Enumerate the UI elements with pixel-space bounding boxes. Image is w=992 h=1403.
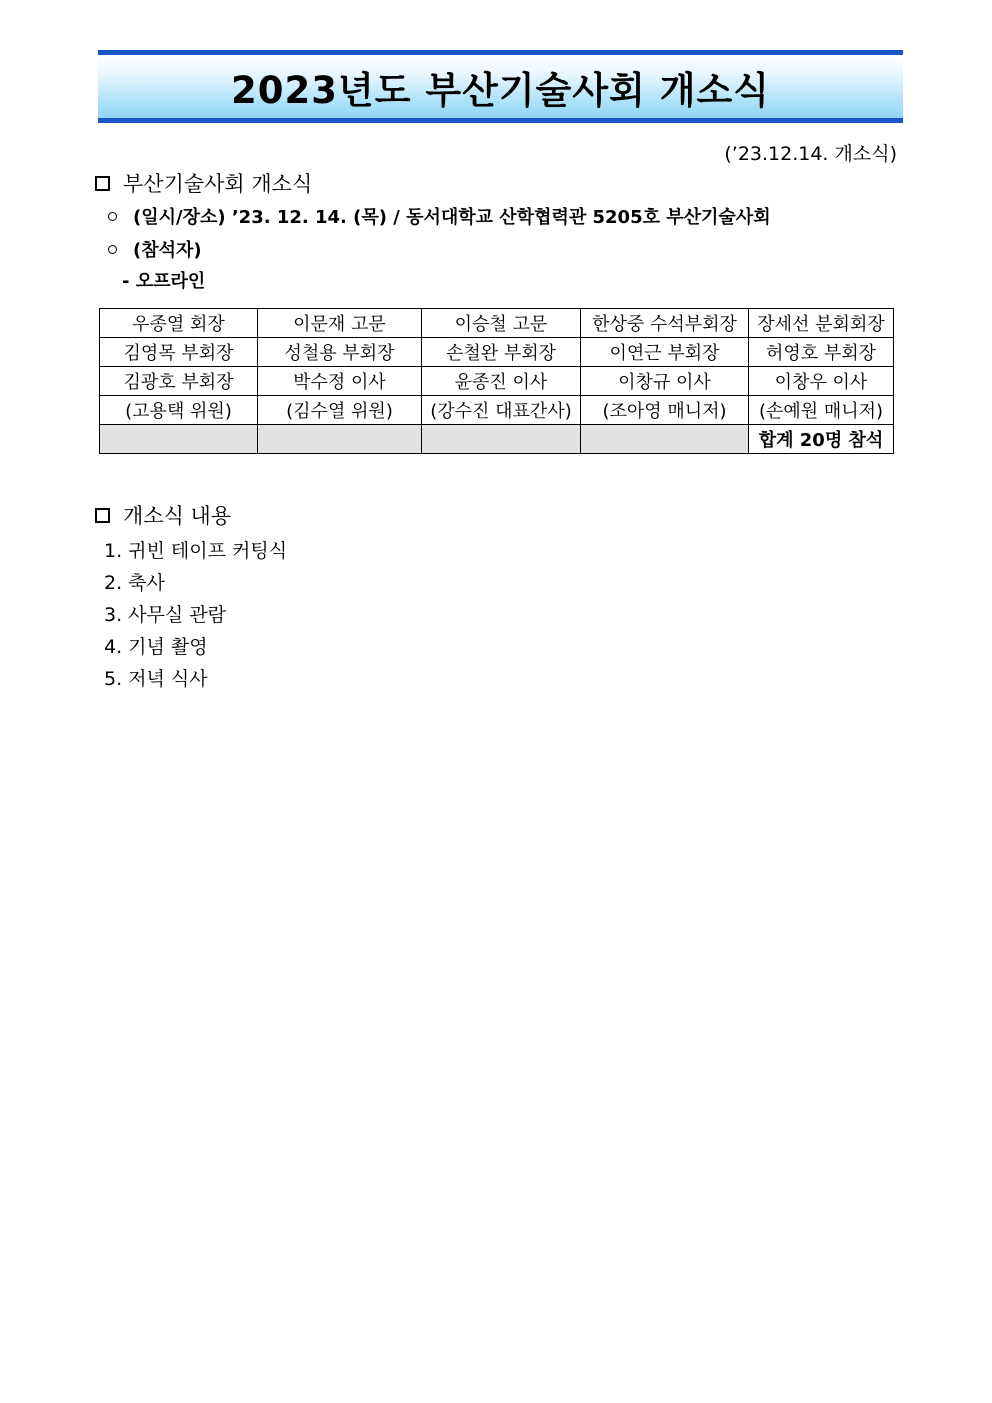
empty-cell: [258, 425, 422, 454]
program-item: 5. 저녁 식사: [104, 668, 208, 690]
attendee-cell: 이창규 이사: [581, 367, 749, 396]
attendee-cell: (고용택 위원): [100, 396, 258, 425]
attendee-cell: 이창우 이사: [749, 367, 894, 396]
program-item: 1. 귀빈 테이프 커팅식: [104, 540, 288, 562]
attendee-cell: 윤종진 이사: [422, 367, 581, 396]
program-item: 2. 축사: [104, 572, 165, 594]
program-item: 3. 사무실 관람: [104, 604, 226, 626]
date-note: (’23.12.14. 개소식): [724, 143, 897, 165]
attendee-cell: 성철용 부회장: [258, 338, 422, 367]
program-item: 4. 기념 촬영: [104, 636, 208, 658]
schedule-text: (일시/장소) ’23. 12. 14. (목) / 동서대학교 산학협력관 5205호 부산기술사회: [133, 207, 771, 228]
section-heading-text: 부산기술사회 개소식: [123, 172, 313, 196]
attendee-cell: 우종열 회장: [100, 309, 258, 338]
empty-cell: [100, 425, 258, 454]
attendee-cell: 이연근 부회장: [581, 338, 749, 367]
section-heading-program: [95, 500, 231, 530]
schedule-line: [108, 203, 771, 229]
empty-cell: [422, 425, 581, 454]
title-banner: [98, 50, 903, 123]
document-title: 2023년도 부산기술사회 개소식: [231, 68, 770, 112]
attendee-cell: (조아영 매니저): [581, 396, 749, 425]
table-row: [100, 309, 894, 338]
total-count-cell: 합계 20명 참석: [749, 425, 894, 454]
attendee-cell: 이문재 고문: [258, 309, 422, 338]
offline-label: - 오프라인: [122, 271, 206, 292]
attendee-cell: 장세선 분회회장: [749, 309, 894, 338]
attendee-cell: 이승철 고문: [422, 309, 581, 338]
section-heading-text: 개소식 내용: [123, 504, 232, 528]
attendee-cell: 박수정 이사: [258, 367, 422, 396]
square-bullet-icon: [95, 508, 110, 523]
total-row: [100, 425, 894, 454]
circle-bullet-icon: [108, 212, 117, 221]
attendee-cell: 한상중 수석부회장: [581, 309, 749, 338]
circle-bullet-icon: [108, 245, 117, 254]
attendee-cell: (강수진 대표간사): [422, 396, 581, 425]
section-heading-opening: [95, 168, 312, 198]
attendees-line: [108, 236, 202, 262]
attendee-cell: (손예원 매니저): [749, 396, 894, 425]
attendee-cell: 손철완 부회장: [422, 338, 581, 367]
attendee-cell: (김수열 위원): [258, 396, 422, 425]
table-row: [100, 396, 894, 425]
attendee-cell: 김영목 부회장: [100, 338, 258, 367]
square-bullet-icon: [95, 176, 110, 191]
table-row: [100, 367, 894, 396]
attendee-cell: 김광호 부회장: [100, 367, 258, 396]
table-row: [100, 338, 894, 367]
attendees-table: [99, 308, 894, 454]
empty-cell: [581, 425, 749, 454]
attendees-label: (참석자): [133, 240, 202, 261]
attendee-cell: 허영호 부회장: [749, 338, 894, 367]
